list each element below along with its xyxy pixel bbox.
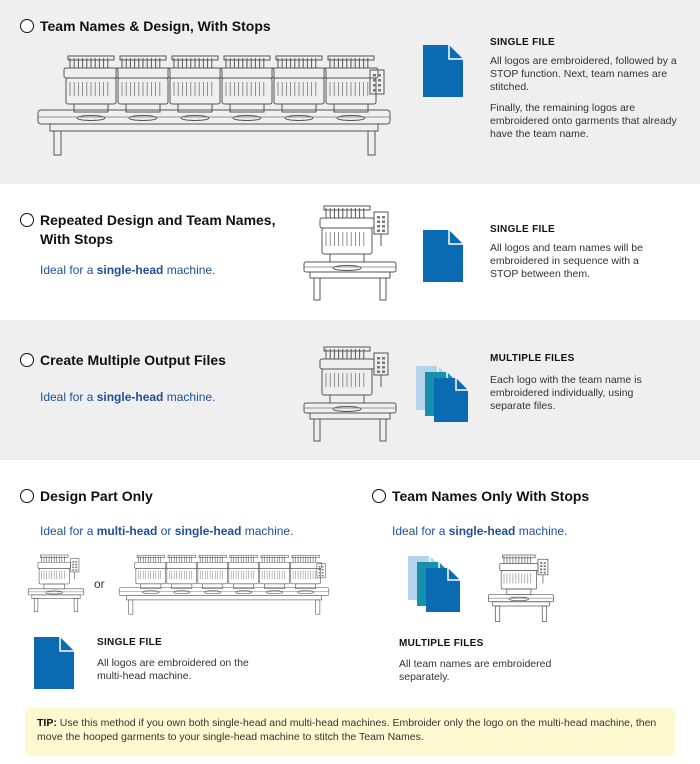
embroidery-machine-icon bbox=[36, 56, 392, 156]
file-type-label: SINGLE FILE bbox=[490, 37, 555, 48]
tip-box bbox=[25, 708, 675, 756]
option-repeated-design-team-names[interactable] bbox=[20, 211, 275, 249]
option-1-section bbox=[0, 0, 700, 184]
file-icon bbox=[423, 230, 463, 282]
embroidery-machine-icon bbox=[300, 347, 400, 443]
embroidery-machine-icon bbox=[25, 555, 87, 613]
option-3-section bbox=[0, 320, 700, 460]
ideal-for-text: Ideal for a multi-head or single-head machine. bbox=[40, 524, 294, 538]
tip-label: TIP: bbox=[37, 717, 57, 729]
file-type-label: MULTIPLE FILES bbox=[399, 638, 484, 649]
multiple-files-icon bbox=[408, 556, 462, 612]
option-title: Team Names Only With Stops bbox=[392, 488, 590, 504]
file-type-label: MULTIPLE FILES bbox=[490, 353, 575, 364]
file-icon bbox=[423, 45, 463, 97]
embroidery-machine-icon bbox=[118, 555, 330, 615]
option-2-section bbox=[0, 184, 700, 320]
option-title: Repeated Design and Team Names, With Stops bbox=[40, 212, 276, 247]
file-description: Each logo with the team name is embroidered individually, using separate files. bbox=[490, 374, 642, 412]
radio-icon[interactable] bbox=[20, 489, 34, 503]
option-create-multiple-output-files[interactable] bbox=[20, 351, 226, 370]
file-description: All team names are embroidered separately. bbox=[399, 658, 552, 683]
radio-icon[interactable] bbox=[372, 489, 386, 503]
tip-text: Use this method if you own both single-head and multi-head machines. Embroider only the logo on the multi-head machine, then move the hooped garments to your single-head machine to stitch the Team Names. bbox=[37, 717, 657, 743]
option-design-part-only[interactable] bbox=[20, 487, 153, 506]
embroidery-machine-icon bbox=[300, 206, 400, 302]
option-title: Create Multiple Output Files bbox=[40, 352, 226, 368]
or-separator: or bbox=[94, 577, 105, 591]
file-type-label: SINGLE FILE bbox=[490, 224, 555, 235]
file-description: All logos and team names will be embroidered in sequence with a STOP between them. bbox=[490, 242, 643, 280]
embroidery-machine-icon bbox=[485, 555, 557, 623]
ideal-for-text: Ideal for a single-head machine. bbox=[392, 524, 568, 538]
file-description: All logos are embroidered, followed by a STOP function. Next, team names are stitched. bbox=[490, 55, 677, 93]
multiple-files-icon bbox=[416, 366, 470, 422]
option-team-names-only-stops[interactable] bbox=[372, 487, 589, 506]
radio-icon[interactable] bbox=[20, 353, 34, 367]
option-title: Team Names & Design, With Stops bbox=[40, 18, 271, 34]
option-team-names-design-stops[interactable] bbox=[20, 17, 271, 36]
file-icon bbox=[34, 637, 74, 689]
ideal-for-text: Ideal for a single-head machine. bbox=[40, 390, 216, 404]
file-description: All logos are embroidered on the multi-head machine. bbox=[97, 657, 249, 682]
file-description-2: Finally, the remaining logos are embroidered onto garments that already have the team name. bbox=[490, 102, 677, 140]
radio-icon[interactable] bbox=[20, 19, 34, 33]
ideal-for-text: Ideal for a single-head machine. bbox=[40, 263, 216, 277]
option-title: Design Part Only bbox=[40, 488, 153, 504]
file-type-label: SINGLE FILE bbox=[97, 637, 162, 648]
radio-icon[interactable] bbox=[20, 213, 34, 227]
